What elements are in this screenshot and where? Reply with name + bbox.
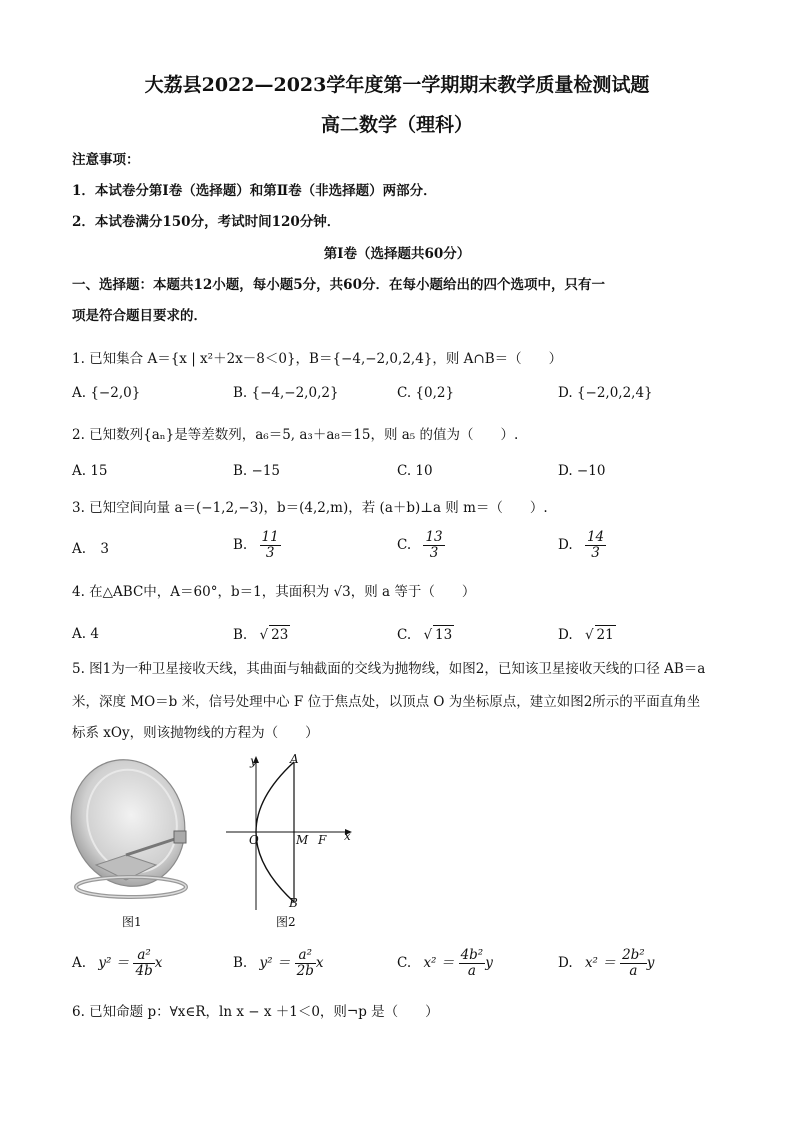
denominator: 3	[429, 545, 439, 561]
option-label: C.	[397, 537, 412, 553]
numerator: a²	[295, 948, 316, 964]
fraction	[260, 530, 281, 561]
section-instructions-line2: 项是符合题目要求的．	[72, 308, 207, 324]
option-label: D.	[558, 955, 573, 971]
question-1-stem: 1. 已知集合 A＝{x | x²＋2x－8＜0}，B＝{−4,−2,0,2,4}，则 A∩B＝（ ）	[72, 351, 563, 367]
question-6-stem: 6. 已知命题 p：∀x∈R，ln x − x ＋1＜0，则¬p 是（ ）	[72, 1004, 439, 1020]
option-label: D.	[558, 627, 573, 643]
equation-lhs: x² ＝	[584, 955, 616, 971]
equation-lhs: y² ＝	[259, 955, 291, 971]
figure-2-caption: 图2	[276, 915, 296, 929]
label-f: F	[318, 833, 327, 847]
equation-rhs: x	[315, 955, 324, 971]
option-label: B.	[233, 955, 248, 971]
fraction	[585, 530, 606, 561]
question-2-stem: 2. 已知数列{aₙ}是等差数列，a₆＝5, a₃＋a₈＝15，则 a₅ 的值为（ ）.	[72, 427, 519, 443]
label-b: B	[289, 896, 298, 910]
denominator: 2b	[296, 963, 314, 979]
label-y: y	[250, 754, 257, 768]
denominator: a	[629, 963, 638, 979]
fraction	[459, 948, 486, 979]
question-3-option-d	[558, 530, 606, 561]
fraction	[423, 530, 444, 561]
option-label: B.	[233, 537, 248, 553]
label-a: A	[290, 752, 299, 766]
label-o: O	[249, 833, 259, 847]
question-5-option-b	[233, 948, 324, 979]
figure-1-caption: 图1	[122, 915, 142, 929]
question-3-option-c	[397, 530, 445, 561]
label-x: x	[344, 829, 351, 843]
sqrt-symbol: √	[423, 627, 433, 643]
question-2-option-b: B. −15	[233, 463, 280, 479]
question-4-option-a: A. 4	[72, 626, 99, 642]
question-1-option-c: C. {0,2}	[397, 385, 455, 401]
question-3-option-a	[72, 540, 109, 558]
denominator: a	[467, 963, 476, 979]
label-m: M	[296, 833, 309, 847]
equation-rhs: y	[646, 955, 655, 971]
exam-subtitle: 高二数学（理科）	[320, 114, 473, 136]
equation-lhs: y² ＝	[98, 955, 130, 971]
question-2-option-d: D. −10	[558, 463, 606, 479]
question-3-stem: 3. 已知空间向量 a＝(−1,2,−3)，b＝(4,2,m)，若 (a＋b)⊥a 则 m＝（ ）.	[72, 500, 548, 516]
question-5-option-d	[558, 948, 654, 979]
denominator: 3	[265, 545, 275, 561]
parabola-diagram	[222, 752, 362, 912]
question-5-line1: 5. 图1为一种卫星接收天线，其曲面与轴截面的交线为抛物线，如图2，已知该卫星接收天线的口径 AB＝a	[72, 661, 706, 677]
numerator: 2b²	[622, 947, 645, 963]
fraction	[133, 948, 154, 979]
notes-item-2: 2．本试卷满分150分，考试时间120分钟．	[72, 214, 341, 230]
question-4-option-d	[558, 625, 616, 644]
question-4-option-b	[233, 625, 290, 644]
exam-title: 大荔县2022—2023学年度第一学期期末教学质量检测试题	[144, 74, 650, 96]
notes-heading: 注意事项：	[72, 152, 140, 168]
equation-lhs: x² ＝	[423, 955, 455, 971]
numerator: 14	[586, 529, 605, 545]
option-label: C.	[397, 955, 412, 971]
question-3-option-b	[233, 530, 281, 561]
equation-rhs: x	[154, 955, 163, 971]
question-2-option-c: C. 10	[397, 463, 433, 479]
option-label: A.	[72, 541, 87, 557]
denominator: 4b	[135, 963, 153, 979]
option-label: C.	[397, 627, 412, 643]
question-4-option-c	[397, 625, 454, 644]
question-1-option-d: D. {−2,0,2,4}	[558, 385, 653, 401]
fraction	[295, 948, 316, 979]
option-label: B.	[233, 627, 248, 643]
question-5-option-a	[72, 948, 162, 979]
question-1-option-b: B. {−4,−2,0,2}	[233, 385, 339, 401]
notes-item-1: 1．本试卷分第Ⅰ卷（选择题）和第Ⅱ卷（非选择题）两部分．	[72, 183, 437, 199]
satellite-dish-figure	[66, 755, 206, 905]
fraction	[620, 948, 647, 979]
option-label: D.	[558, 537, 573, 553]
question-4-stem: 4. 在△ABC中，A＝60°，b＝1，其面积为 √3，则 a 等于（ ）	[72, 584, 476, 600]
denominator: 3	[591, 545, 600, 561]
sqrt-symbol: √	[259, 627, 269, 643]
numerator: 13	[425, 529, 443, 545]
question-5-line3: 标系 xOy，则该抛物线的方程为（ ）	[72, 725, 319, 741]
sqrt-symbol: √	[584, 627, 594, 643]
question-5-line2: 米，深度 MO＝b 米，信号处理中心 F 位于焦点处，以顶点 O 为坐标原点，建立如图2所示的平面直角坐	[72, 694, 701, 710]
question-1-option-a: A. {−2,0}	[72, 385, 141, 401]
numerator: a²	[133, 948, 154, 964]
sqrt-radicand: 21	[596, 627, 614, 643]
numerator: 11	[261, 529, 279, 545]
equation-rhs: y	[485, 955, 493, 971]
question-2-option-a: A. 15	[72, 463, 108, 479]
numerator: 4b²	[460, 947, 484, 963]
question-5-option-c	[397, 948, 493, 979]
sqrt-radicand: 13	[435, 627, 453, 643]
sqrt-radicand: 23	[271, 627, 289, 643]
part1-heading: 第Ⅰ卷（选择题共60分）	[323, 246, 471, 262]
option-label: A.	[72, 955, 87, 971]
option-value: 3	[100, 541, 109, 557]
section-instructions-line1: 一、选择题：本题共12小题，每小题5分，共60分．在每小题给出的四个选项中，只有一	[72, 277, 605, 293]
